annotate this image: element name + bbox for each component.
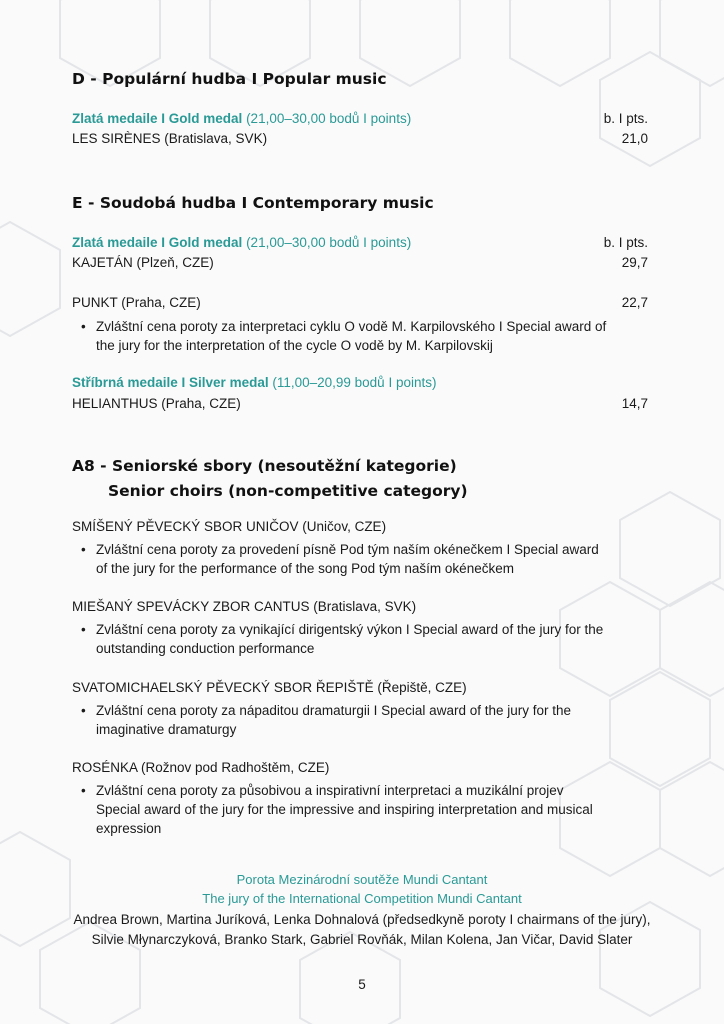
choir-name: LES SIRÈNES (Bratislava, SVK) (72, 131, 268, 146)
special-award (81, 781, 606, 838)
choir-name: SVATOMICHAELSKÝ PĚVECKÝ SBOR ŘEPIŠTĚ (Řepiště, CZE) (72, 680, 467, 695)
choir-name: ROSÉNKA (Rožnov pod Radhoštěm, CZE) (72, 760, 330, 775)
special-award (81, 701, 601, 739)
choir-name: MIEŠANÝ SPEVÁCKY ZBOR CANTUS (Bratislava, SVK) (72, 599, 417, 614)
section-e-silver-heading (72, 375, 436, 390)
choir-name: KAJETÁN (Plzeň, CZE) (72, 255, 214, 270)
section-a8-subtitle: Senior choirs (non-competitive category) (108, 482, 468, 500)
choir-name: SMÍŠENÝ PĚVECKÝ SBOR UNIČOV (Uničov, CZE) (72, 519, 387, 534)
silver-medal-label: Stříbrná medaile I Silver medal (72, 375, 269, 390)
choir-score: 22,7 (621, 295, 648, 310)
points-header: b. I pts. (603, 235, 648, 250)
special-award-text: Zvláštní cena poroty za nápaditou dramaturgii I Special award of the jury for the imaginative dramaturgy (96, 703, 572, 737)
special-award-text: Zvláštní cena poroty za interpretaci cyklu O vodě M. Karpilovského I Special award of the jury for the interpretation of the cycle O vodě by M. Karpilovskij (96, 319, 607, 353)
bullet-icon: • (81, 783, 86, 798)
bullet-icon: • (81, 319, 86, 334)
special-award (81, 317, 611, 355)
choir-name: PUNKT (Praha, CZE) (72, 295, 201, 310)
jury-members-line2: Silvie Młynarczyková, Branko Stark, Gabriel Rovňák, Milan Kolena, Jan Vičar, David Slater (91, 932, 633, 947)
special-award (81, 540, 611, 578)
choir-score: 21,0 (621, 131, 648, 146)
gold-medal-label: Zlatá medaile I Gold medal (72, 235, 243, 250)
bullet-icon: • (81, 622, 86, 637)
special-award-text: Zvláštní cena poroty za vynikající dirigentský výkon I Special award of the jury for the outstanding conduction performance (96, 622, 604, 656)
section-e-title: E - Soudobá hudba I Contemporary music (72, 194, 434, 212)
jury-title-en: The jury of the International Competition Mundi Cantant (202, 891, 522, 906)
gold-medal-range: (21,00–30,00 bodů I points) (242, 111, 412, 126)
bullet-icon: • (81, 703, 86, 718)
silver-medal-range: (11,00–20,99 bodů I points) (268, 375, 437, 390)
bullet-icon: • (81, 542, 86, 557)
jury-members-line1: Andrea Brown, Martina Juríková, Lenka Dohnalová (předsedkyně poroty I chairmans of the jury), (73, 912, 651, 927)
special-award (81, 620, 606, 658)
section-e-gold-heading (72, 235, 411, 250)
special-award-text: Zvláštní cena poroty za provedení písně Pod tým naším okénečkem I Special award of the jury for the performance of the song Pod tým naším okénečkem (96, 542, 599, 576)
gold-medal-range: (21,00–30,00 bodů I points) (242, 235, 412, 250)
section-a8-title: A8 - Seniorské sbory (nesoutěžní kategorie) (72, 457, 457, 475)
section-d-title: D - Populární hudba I Popular music (72, 70, 387, 88)
choir-name: HELIANTHUS (Praha, CZE) (72, 396, 241, 411)
special-award-text: Zvláštní cena poroty za působivou a inspirativní interpretaci a muzikální projev Special award of the jury for the impressive and inspiring interpretation and musical expression (96, 783, 593, 836)
points-header: b. I pts. (603, 111, 648, 126)
jury-title-cz: Porota Mezinárodní soutěže Mundi Cantant (236, 872, 488, 887)
gold-medal-label: Zlatá medaile I Gold medal (72, 111, 243, 126)
page-number: 5 (358, 977, 366, 992)
choir-score: 29,7 (621, 255, 648, 270)
choir-score: 14,7 (621, 396, 648, 411)
section-d-medal-heading (72, 111, 411, 126)
